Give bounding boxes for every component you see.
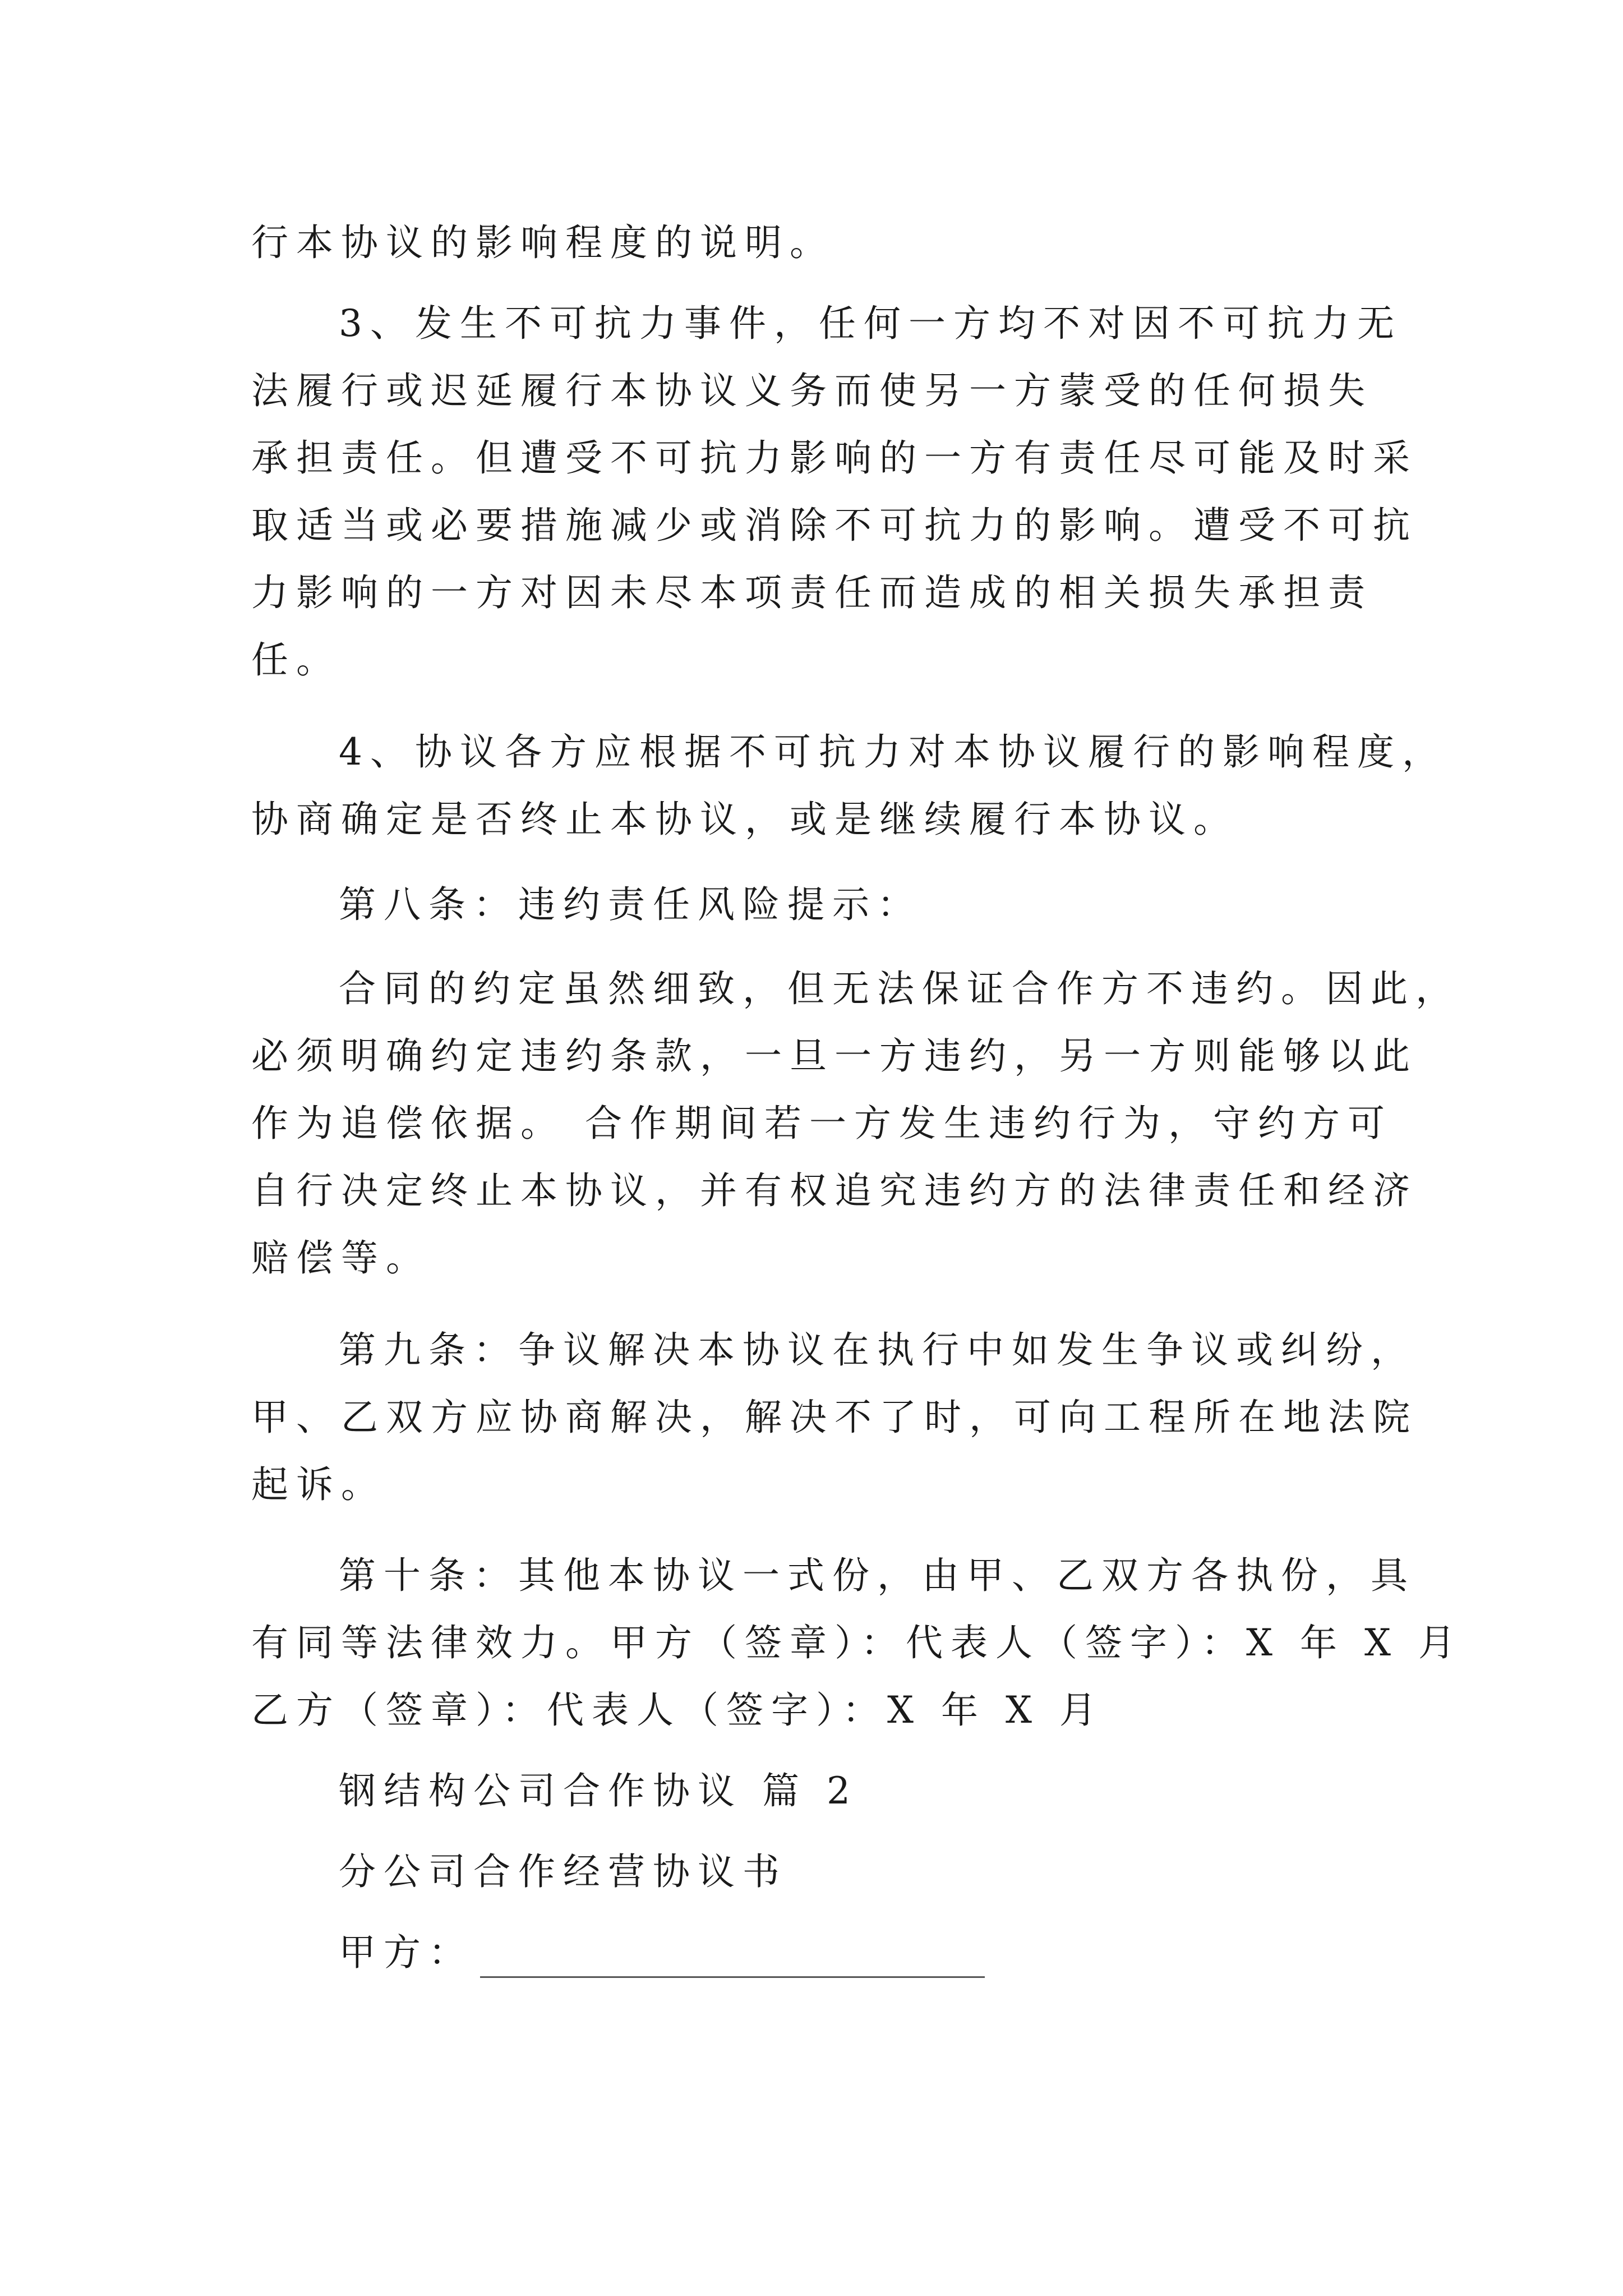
paragraph-line: 力影响的一方对因未尽本项责任而造成的相关损失承担责 — [251, 571, 1373, 614]
paragraph-line: 第九条：争议解决本协议在执行中如发生争议或纠纷， — [339, 1328, 1415, 1372]
party-a-field — [339, 1927, 985, 1978]
paragraph-line: 承担责任。但遭受不可抗力影响的一方有责任尽可能及时采 — [251, 436, 1418, 480]
paragraph-line: 自行决定终止本协议，并有权追究违约方的法律责任和经济 — [251, 1169, 1418, 1212]
paragraph-line: 有同等法律效力。甲方（签章）：代表人（签字）：X 年 X 月 — [251, 1621, 1463, 1664]
paragraph-line: 赔偿等。 — [251, 1236, 431, 1280]
document-title: 钢结构公司合作协议 篇 2 — [339, 1769, 858, 1812]
paragraph-line: 必须明确约定违约条款，一旦一方违约，另一方则能够以此 — [251, 1034, 1418, 1078]
paragraph-line: 任。 — [251, 638, 341, 682]
paragraph-line: 取适当或必要措施减少或消除不可抗力的影响。遭受不可抗 — [251, 504, 1418, 547]
paragraph-line: 3、发生不可抗力事件，任何一方均不对因不可抗力无 — [339, 302, 1402, 345]
party-a-label: 甲方： — [339, 1931, 473, 1974]
paragraph-line: 甲、乙双方应协商解决，解决不了时，可向工程所在地法院 — [251, 1396, 1418, 1439]
party-a-blank-line — [480, 1941, 985, 1978]
section-heading: 第八条：违约责任风险提示： — [339, 883, 922, 926]
paragraph-line: 协商确定是否终止本协议，或是继续履行本协议。 — [251, 798, 1238, 841]
paragraph-line: 行本协议的影响程度的说明。 — [251, 221, 834, 264]
paragraph-line: 第十条：其他本协议一式份，由甲、乙双方各执份，具 — [339, 1554, 1415, 1597]
paragraph-line: 法履行或迟延履行本协议义务而使另一方蒙受的任何损失 — [251, 369, 1373, 412]
paragraph-line: 作为追偿依据。 合作期间若一方发生违约行为，守约方可 — [251, 1102, 1393, 1145]
paragraph-line: 起诉。 — [251, 1463, 386, 1506]
paragraph-line: 4、协议各方应根据不可抗力对本协议履行的影响程度， — [339, 730, 1447, 774]
paragraph-line: 合同的约定虽然细致，但无法保证合作方不违约。因此， — [339, 967, 1460, 1010]
document-subtitle: 分公司合作经营协议书 — [339, 1850, 787, 1893]
paragraph-line: 乙方（签章）：代表人（签字）：X 年 X 月 — [251, 1688, 1104, 1732]
